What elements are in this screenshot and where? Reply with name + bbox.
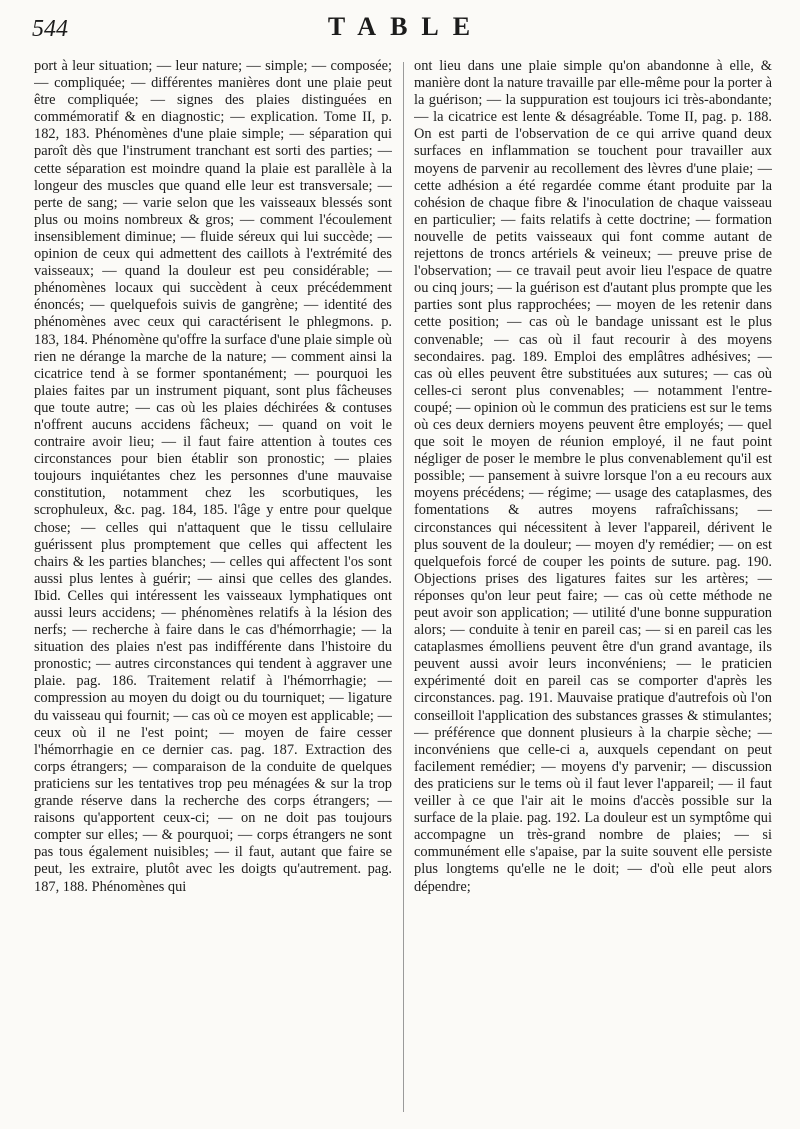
left-column-text: port à leur situation; — leur nature; — simple; — composée; — compliquée; — différentes manières dont une plaie peut être compliquée; — signes des plaies distinguées en commémoratif & en diagnostic; — explication. Tome II, p. 182, 183. Phénomènes d'une plaie simple; — séparation qui paroît dès que l'instrument tranchant est sorti des parties; — cette séparation est moindre quand la plaie est parallèle à la longeur des muscles que quand elle leur est transversale; — perte de sang; — varie selon que les vaisseaux blessés sont plus ou moins nombreux & gros; — comment l'écoulement insensiblement diminue; — fluide séreux qui lui succède; — opinion de ceux qui admettent des caillots à l'extrémité des vaisseaux; — quand la douleur est peu considérable; — phénomènes locaux qui succèdent à ceux précédemment énoncés; — quelquefois suivis de gangrène; — identité des phénomènes avec ceux qui caractérisent le phlegmons. p. 183, 184. Phénomène qu'offre la surface d'une plaie simple où rien ne dérange la marche de la nature; — comment ainsi la cicatrice tend à se former spontanément; — pourquoi les plaies faites par un instrument piquant, sont plus fâcheuses que toute autre; — cas où les plaies déchirées & contuses n'offrent aucuns accidens fâcheux; — quand on voit le contraire avoir lieu; — il faut faire attention à toutes ces circonstances pour bien établir son pronostic; — plaies toujours inquiétantes chez les personnes d'une mauvaise constitution, notamment chez les scorbutiques, les scrophuleux, &c. pag. 184, 185. l'âge y entre pour quelque chose; — celles qui n'attaquent que le tissu cellulaire guérissent plus promptement que celles qui affectent les chairs & les parties blanches; — celles qui affectent l'os sont aussi plus lentes à guérir; — ainsi que celles des glandes. Ibid. Celles qui intéressent les vaisseaux lymphatiques ont aussi leurs accidens; — phénomènes relatifs à la lésion des nerfs; — recherche à faire dans le cas d'hémorrhagie; — la situation des plaies n'est pas indifférente dans l'histoire du pronostic; — autres circonstances qui tendent à aggraver une plaie. pag. 186. Traitement relatif à l'hémorrhagie; — compression au moyen du doigt ou du tourniquet; — ligature du vaisseau qui fournit; — cas où ce moyen est applicable; — ceux où il ne l'est point; — moyen de faire cesser l'hémorrhagie en ce dernier cas. pag. 187. Extraction des corps étrangers; — comparaison de la conduite de quelques praticiens sur les tentatives trop peu ménagées & sur la trop grande réserve dans la recherche des corps étrangers; — raisons qu'apportent ceux-ci; — on ne doit pas toujours compter sur elles; — & pourquoi; — corps étrangers ne sont pas tous également nuisibles; — il faut, autant que faire se peut, les extraire, plutôt avec les doigts qu'autrement. pag. 187, 188. Phénomènes qui (34, 58, 392, 895)
right-column-text: ont lieu dans une plaie simple qu'on abandonne à elle, & manière dont la nature travaille par elle-même pour la porter à la guérison; — la suppuration est toujours ici très-abondante; — la cicatrice est lente & désagréable. Tome II, pag. p. 188. On est parti de l'observation de ce qui arrive quand deux surfaces en inflammation se touchent pour travailler aux moyens de parvenir au recollement des lèvres d'une plaie; — cette adhésion a été regardée comme étant produite par la cohésion de chaque fibre & l'inoculation de chaque vaisseau en particulier; — faits relatifs à cette doctrine; — formation nouvelle de petits vaisseaux qui font comme autant de rejettons de troncs artériels & veineux; — preuve prise de l'observation; — ce travail peut avoir lieu l'espace de quatre ou cinq jours; — la guérison est d'autant plus prompte que les parties sont plus rapprochées; — moyen de les retenir dans cette position; — cas où le bandage unissant est le plus convenable; — cas où il faut recourir à des moyens secondaires. pag. 189. Emploi des emplâtres adhésives; — cas où elles peuvent être substituées aux sutures; — cas où celles-ci seront plus convenables; — notamment l'entre-coupé; — opinion où le commun des praticiens est sur le tems où ces deux derniers moyens peuvent être employés; — quel que soit le moyen de réunion employé, il ne faut point négliger de poser le membre le plus convenablement qu'il est possible; — pansement à suivre lorsque l'on a eu recours aux moyens précédens; — régime; — usage des cataplasmes, des fomentations & autres moyens rafraîchissans; — circonstances qui nécessitent à lever l'appareil, dérivent le plus souvent de la douleur; — moyen d'y remédier; — on est quelquefois forcé de couper les points de suture. pag. 190. Objections prises des ligatures faites sur les artères; — réponses qu'on leur peut faire; — cas où cette méthode ne peut avoir son application; — utilité d'une bonne suppuration alors; — conduite à tenir en pareil cas; — si en pareil cas les cataplasmes émolliens peuvent être d'un grand avantage, ils peuvent aussi avoir leurs inconvéniens; — le praticien expérimenté doit en pareil cas se comporter d'après les circonstances. pag. 191. Mauvaise pratique d'autrefois où l'on conseilloit l'application des substances grasses & stimulantes; — préférence que donnent plusieurs à la charpie sèche; — inconvéniens que celle-ci a, auxquels cependant on peut facilement remédier; — moyens d'y parvenir; — discussion des praticiens sur le tems où il faut lever l'appareil; — il faut veiller à ce que l'air ait le moins d'accès possible sur la surface de la plaie. pag. 192. La douleur est un symptôme qui accompagne un très-grand nombre de plaies; — si communément elle s'apaise, par la suite souvent elle persiste plus longtems qu'elle ne le doit; — d'où elle peut alors dépendre; (414, 58, 772, 895)
page-header (32, 12, 780, 42)
text-columns (34, 58, 772, 1118)
left-column (34, 58, 392, 1118)
page-number: 544 (32, 16, 68, 42)
running-title: TABLE (327, 12, 485, 41)
column-divider (403, 62, 404, 1112)
right-column (414, 58, 772, 1118)
